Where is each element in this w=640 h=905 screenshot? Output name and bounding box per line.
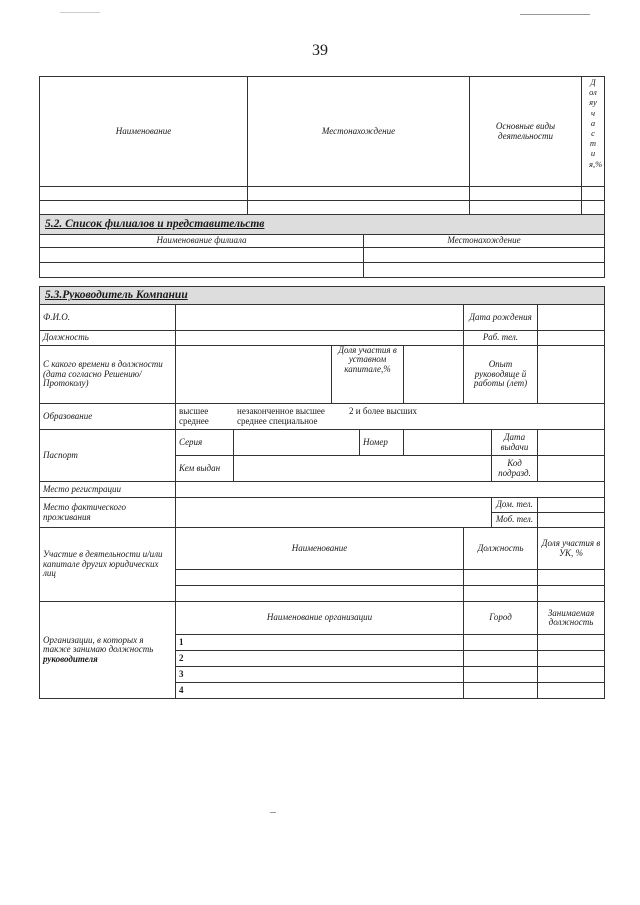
page-number: 39 [312,42,328,59]
edu-secondary-special[interactable]: среднее специальное [237,415,318,426]
issued-by-field[interactable] [234,456,492,482]
edu-secondary[interactable]: среднее [179,415,209,426]
oc-cell[interactable] [538,586,605,602]
org-col-city: Город [464,602,538,635]
subs-col-activity: Основные виды деятельности [470,77,582,187]
org-cell[interactable] [538,683,605,699]
branch-cell[interactable] [40,248,364,263]
home-phone-field[interactable] [538,498,605,513]
org-cell[interactable] [538,635,605,651]
dept-code-field[interactable] [538,456,605,482]
branches-col-location: Местонахождение [364,235,605,248]
oc-cell[interactable] [464,586,538,602]
birth-date-field[interactable] [538,305,605,331]
since-field[interactable] [176,346,332,404]
oc-col-name: Наименование [176,528,464,570]
series-label: Серия [176,430,234,456]
branch-cell[interactable] [364,263,605,278]
registration-label: Место регистрации [40,482,176,498]
work-phone-label: Раб. тел. [464,331,538,346]
oc-col-share: Доля участия в УК, % [538,528,605,570]
edu-incomplete-higher[interactable]: незаконченное высшее [237,406,325,417]
subs-col-share: Доляучастия,% [582,77,605,187]
education-options [176,404,605,430]
org-cell[interactable] [464,667,538,683]
home-phone-label: Дом. тел. [492,498,538,513]
subs-cell[interactable] [40,187,248,201]
org-cell[interactable] [464,651,538,667]
scan-speck [270,812,276,813]
share-label: Доля участия в уставном капитале,% [332,346,404,404]
oc-col-position: Должность [464,528,538,570]
birth-date-label: Дата рождения [464,305,538,331]
branches-title: 5.2. Список филиалов и представительств [40,215,605,235]
subs-col-location: Местонахождение [248,77,470,187]
org-row-number[interactable]: 1 [176,635,464,651]
org-cell[interactable] [538,667,605,683]
number-field[interactable] [404,430,492,456]
director-table [39,286,605,699]
branches-col-name: Наименование филиала [40,235,364,248]
subs-cell[interactable] [582,201,605,215]
issue-date-field[interactable] [538,430,605,456]
subs-cell[interactable] [470,201,582,215]
org-row-number[interactable]: 4 [176,683,464,699]
org-col-name: Наименование организации [176,602,464,635]
branches-table [39,214,605,278]
org-col-held-position: Занимаемая должность [538,602,605,635]
subs-cell[interactable] [248,187,470,201]
org-cell[interactable] [464,683,538,699]
since-label: С какого времени в должности (дата согласно Решению/Протоколу) [40,346,176,404]
oc-cell[interactable] [176,586,464,602]
mobile-phone-field[interactable] [538,513,605,528]
passport-label: Паспорт [40,430,176,482]
work-phone-field[interactable] [538,331,605,346]
subsidiaries-table [39,76,605,215]
experience-field[interactable] [538,346,605,404]
scan-speck [60,12,100,13]
director-orgs-label: Организации, в которых я также занимаю должность руководителя [40,602,176,699]
director-title: 5.3.Руководитель Компании [40,287,605,305]
dept-code-label: Код подразд. [492,456,538,482]
org-cell[interactable] [464,635,538,651]
residence-field[interactable] [176,498,492,528]
subs-col-name: Наименование [40,77,248,187]
fio-field[interactable] [176,305,464,331]
branch-cell[interactable] [364,248,605,263]
registration-field[interactable] [176,482,605,498]
residence-label: Место фактического проживания [40,498,176,528]
scan-speck [520,14,590,15]
subs-cell[interactable] [40,201,248,215]
other-companies-label: Участие в деятельности и/или капитале других юридических лиц [40,528,176,602]
position-label: Должность [40,331,176,346]
subs-cell[interactable] [470,187,582,201]
fio-label: Ф.И.О. [40,305,176,331]
experience-label: Опыт руководяще й работы (лет) [464,346,538,404]
number-label: Номер [360,430,404,456]
share-field[interactable] [404,346,464,404]
org-row-number[interactable]: 2 [176,651,464,667]
issue-date-label: Дата выдачи [492,430,538,456]
series-field[interactable] [234,430,360,456]
branch-cell[interactable] [40,263,364,278]
oc-cell[interactable] [176,570,464,586]
edu-two-higher[interactable]: 2 и более высших [349,406,418,417]
oc-cell[interactable] [538,570,605,586]
issued-by-label: Кем выдан [176,456,234,482]
edu-higher[interactable]: высшее [179,406,209,417]
position-field[interactable] [176,331,464,346]
subs-cell[interactable] [582,187,605,201]
oc-cell[interactable] [464,570,538,586]
org-cell[interactable] [538,651,605,667]
org-row-number[interactable]: 3 [176,667,464,683]
mobile-phone-label: Моб. тел. [492,513,538,528]
education-label: Образование [40,404,176,430]
subs-cell[interactable] [248,201,470,215]
